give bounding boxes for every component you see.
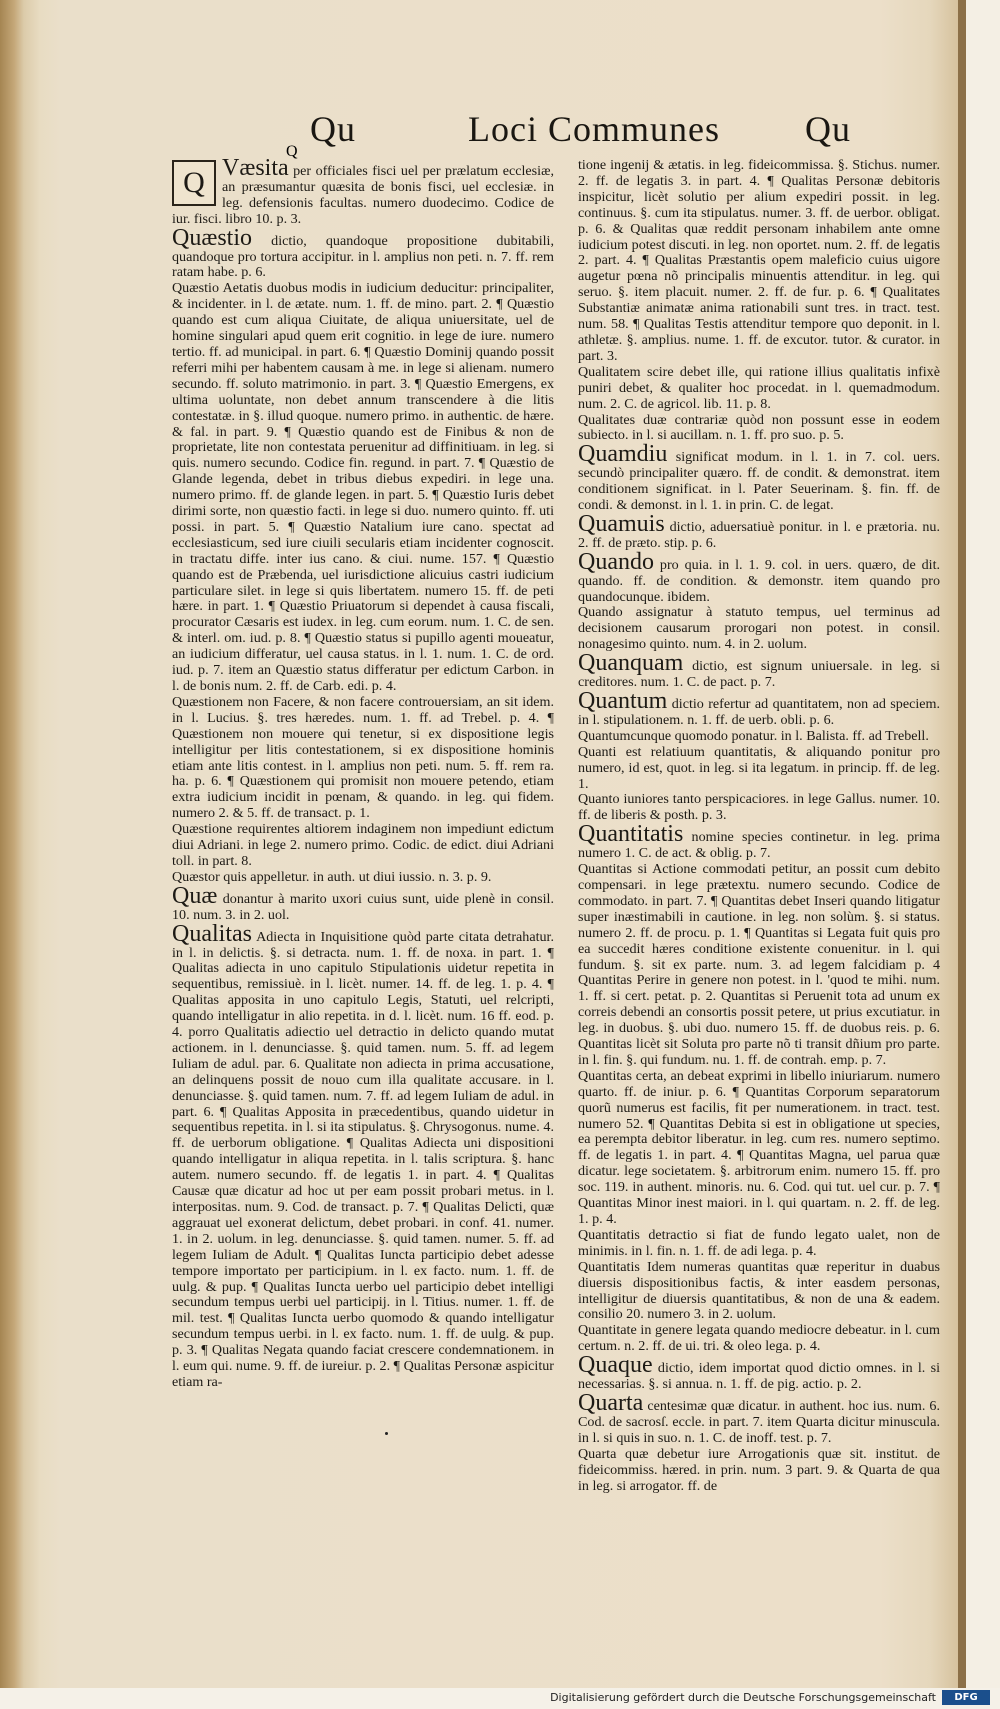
index-entry	[578, 1389, 940, 1447]
index-entry	[172, 870, 554, 886]
entry-lemma: Quaque	[578, 1352, 653, 1379]
entry-lemma: Quanquam	[578, 650, 684, 677]
index-entry	[578, 1323, 940, 1355]
entry-text: Quantumcunque quomodo ponatur. in l. Balista. ff. ad Trebell.	[578, 727, 929, 744]
index-entry	[578, 862, 940, 1069]
index-entry	[578, 605, 940, 653]
index-entry	[578, 792, 940, 824]
entry-text: Quæstione requirentes altiorem indaginem non impediunt edictum diui Adriani. in lege 2. numero primo. Codic. de edict. diui Adriani toll. in part. 8.	[172, 821, 554, 869]
index-entry	[578, 548, 941, 606]
entry-text: Quantitatis Idem numeras quantitas quæ reperitur in duabus diuersis dispositionibus factis, & inter easdem personas, intelligitur de diuersis quantitatibus, & non de una & eadem. consilio 20. numero 3. in 2. uolum.	[578, 1258, 940, 1323]
entry-text: dictio, idem importat quod dictio omnes. in l. si necessarias. §. si annua. n. 1. ff. de pig. actio. p. 2.	[578, 1360, 940, 1393]
index-entry	[578, 441, 940, 514]
entry-text: dictio, aduersatiuè ponitur. in l. e prætoria. nu. 2. ff. de præto. stip. p. 6.	[578, 518, 940, 551]
entry-text: Quarta quæ debetur iure Arrogationis quæ sit. institut. de fideicommiss. hæred. in prin. num. 3 part. 9. & Quarta de qua in leg. si arrogator. ff. de	[578, 1445, 940, 1494]
index-entry	[172, 822, 554, 870]
dfg-logo: DFG	[942, 1690, 990, 1705]
footer-bar	[0, 1688, 1000, 1709]
header-right: Qu	[805, 109, 851, 149]
entry-lemma: Quamuis	[578, 510, 665, 537]
index-entry	[172, 281, 554, 695]
entry-text: donantur à marito uxori cuius sunt, uide plenè in consil. 10. num. 3. in 2. uol.	[172, 890, 554, 923]
entry-text: dictio, est signum uniuersale. in leg. si creditores. num. 1. C. de pact. p. 7.	[578, 658, 940, 691]
index-entry	[172, 224, 554, 282]
index-entry	[578, 729, 940, 745]
entry-text: Quando assignatur à statuto tempus, uel terminus ad decisionem causarum prorogari non potest. in consil. nonagesimo quinto. num. 4. in 2. uolum.	[578, 604, 940, 653]
entry-text: Quanto iuniores tanto perspicaciores. in lege Gallus. numer. 10. ff. de liberis & posth. p. 3.	[578, 791, 940, 824]
decorated-initial: Q	[172, 160, 216, 206]
index-entry	[578, 650, 940, 691]
entry-lemma: Quæ	[172, 882, 218, 909]
entry-text: Quæstor quis appelletur. in auth. ut diui iussio. n. 3. p. 9.	[172, 868, 492, 885]
index-entry	[578, 1352, 940, 1393]
entry-lemma: Quando	[578, 548, 654, 575]
header-left: Qu	[310, 109, 356, 149]
index-entry	[578, 1260, 940, 1324]
entry-lemma: Quæstio	[172, 224, 253, 251]
index-entry	[172, 695, 554, 822]
entry-text: Quantitas si Actione commodati petitur, an possit cum debito compensari. in lege prætextu. numero secundo. Codice de commodato. in part. 7. ¶ Quantitas debet Inseri quando litigatur super inæstimabili in cautione. in leg. non solùm. §. si status. numero 2. ff. de procu. p. 1. ¶ Quantitas si Legata fuit quis pro ea succedit hæres conditione existente conuenitur. in l. qui fundum. §. sit ex parte. num. 3. ad legem falcidiam p. 4 Quantitas Perire in genere non potest. in l. 'quod te mihi. num. 1. ff. si cert. petat. p. 2. Quantitas si Peruenit tota ad unum ex correis debendi an consortis possit petere, ut prius excutiatur. in leg. in duobus. §. ubi duo. numero 15. ff. de duobus reis. p. 6. Quantitas licèt sit Soluta pro parte nõ ti transit dñium pro parte. in l. fin. §. qui fundum. nu. 1. ff. de contrah. emp. p. 7.	[578, 861, 940, 1068]
entry-lemma: Quantitatis	[578, 821, 684, 848]
entry-text: centesimæ quæ dicatur. in authent. hoc ius. num. 6. Cod. de sacrosſ. eccle. in part. 7. item Quarta dicitur minuscula. in l. si quis in suo. n. 1. C. de inoff. test. p. 7.	[578, 1397, 940, 1446]
entry-text: dictio, quandoque propositione dubitabili, quandoque pro tortura accipitur. in l. amplius non peti. n. 7. ff. rem ratam habe. p. 6.	[172, 232, 554, 281]
entry-text: Quantitate in genere legata quando mediocre debeatur. in l. cum certum. n. 2. ff. de ui. tri. & oleo lega. p. 4.	[578, 1322, 940, 1355]
entry-lemma: Qualitas	[172, 920, 252, 947]
section-letter: Q	[286, 143, 298, 160]
entry-lemma: Væsita	[222, 155, 289, 181]
index-entry	[172, 920, 554, 1391]
entry-text: Quanti est relatiuum quantitatis, & aliquando ponitur pro numero, id est, quot. in leg. si ita legatum. in princip. ff. de leg. 1.	[578, 743, 940, 792]
entry-text: nomine species continetur. in leg. prima numero 1. C. de act. & oblig. p. 7.	[578, 829, 940, 862]
entry-lemma: Quamdiu	[578, 441, 668, 468]
entry-lemma: Quantum	[578, 688, 668, 714]
index-entry	[578, 1228, 940, 1260]
entry-text: Qualitatem scire debet ille, qui ratione illius qualitatis infixè puniri debet, & qualiter hoc procedat. in l. quemadmodum. num. 2. C. de agricol. lib. 11. p. 8.	[578, 363, 940, 412]
entry-text: Adiecta in Inquisitione quòd parte citata detrahatur. in l. in delictis. §. si detracta. num. 1. ff. de noxa. in part. 1. ¶ Qualitas adiecta in uno capitulo Stipulationis uidetur repetita in sequentibus, remissiuè. in l. licèt. numer. 14. ff. de leg. 1. p. 4. ¶ Qualitas apposita in uno capitulo Legis, Statuti, uel relcripti, quando intelligatur in alio repetita. in d. l. licèt. num. 16 ff. eod. p. 4. porro Qualitatis adiectio uel detractio in delicto quando mutat actionem. in l. denunciasse. §. quid tamen. num. 5. ff. ad legem Iuliam de adul. par. 6. Qualitate non adiecta in prima accusatione, an delinquens possit de nouo cum illa qualitate accusare. in l. denunciasse. §. quid tamen. num. 7. ff. ad legem Iuliam de adul. in part. 6. ¶ Qualitas Apposita in præcedentibus, quando uidetur in sequentibus repetita. in l. si ita stipulatus. §. Chrysogonus. nume. 4. ff. de uerborum obligatione. ¶ Qualitas Adiecta uni dispositioni quando intelligatur in aliqua repetita. in l. talis scriptura. §. hanc autem. numero secundo. ff. de legatis 1. in part. 4. ¶ Qualitas Causæ quæ dicatur ad hoc ut per eam possit probari metus. in l. interpositas. num. 9. Cod. de transact. p. 7. ¶ Qualitas Delicti, quæ aggrauat uel exonerat delictum, debet probari. in conf. 41. numer. 1. in 2. uolum. in leg. denunciasse. §. quid tamen. numer. 5. ff. ad legem Iuliam de Adult. ¶ Qualitas Iuncta participio debet adesse tempore importato per participium. in l. ex facto. num. 1. ff. de uulg. & pup. ¶ Qualitas Iuncta uerbo uel participio debet intelligi secundum tempus uerbi uel participij. in l. Titius. numer. 1. ff. de mil. test. ¶ Qualitas Iuncta uerbo quomodo & quando intelligatur secundum tempus uerbi. in l. ex facto. num. 1. ff. de uulg. & pup. p. 3. ¶ Qualitas Negata quando faciat crescere condemnationem. in l. eum qui. nume. 9. ff. de iureiur. p. 2. ¶ Qualitas Personæ aspicitur etiam ra-	[172, 928, 554, 1390]
entry-text: tione ingenij & ætatis. in leg. fideicommissa. §. Stichus. numer. 2. ff. de legatis 3. in part. 4. ¶ Qualitas Personæ debitoris inspicitur, licèt solutio per alium expediri possit. in leg. continuus. §. cum ita stipulatus. numer. 3. ff. de uerbor. obligat. p. 6. & Qualitas quæ reddit personam inhabilem ante omne iudicium potest discuti. in leg. non oportet. num. 2. ff. de legatis 2. part. 4. ¶ Qualitas Præstantis opem maleficio cuius uigore augetur pœna nõ principalis minuentis attenditur. in leg. qui seruo. §. item placuit. numer. 2. ff. de fur. p. 6. ¶ Qualitates Substantiæ animatæ anima rationabili sunt tres. in tract. test. num. 58. ¶ Qualitas Testis attenditur tempore quo deponit. in l. athletæ. §. amplius. nume. 1. ff. de excutor. tutor. & curator. in part. 3.	[578, 157, 940, 364]
entry-text: per officiales fisci uel per prælatum ecclesiæ, an præsumantur quæsita de bonis fisci, uel ecclesiæ. in leg. defensionis facultas. numero duodecimo. Codice de iur. fisci. libro 10. p. 3.	[172, 163, 554, 227]
entry-lemma: Quarta	[578, 1389, 644, 1416]
entry-text: Quantitatis detractio si fiat de fundo legato ualet, non de minimis. in l. fin. n. 1. ff. de adi lega. p. 4.	[578, 1226, 940, 1259]
index-entry	[578, 1069, 940, 1228]
index-entry	[578, 365, 940, 413]
entry-text: Quæstionem non Facere, & non facere controuersiam, an sit idem. in l. Lucius. §. tres hæredes. num. 1. ff. ad Trebel. p. 4. ¶ Quæstionem non mouere qui tenetur, si ex dispositione legis intelligitur per litis contestationem, si ex dispositione hominis etiam ante litis contest. in l. amplius non peti. num. 5. ff. rem ra. ha. p. 6. ¶ Quæstionem qui promisit non mouere petendo, etiam extra iudicium incidit in pœnam, & quando. in leg. qui fidem. numero 2. & 5. ff. de transact. p. 1.	[172, 693, 554, 822]
entry-text: Quantitas certa, an debeat exprimi in libello iniuriarum. numero quarto. ff. de iniur. p. 6. ¶ Quantitas Corporum separatorum quorũ numerus est facilis, fit per numerationem. in tract. test. numero 52. ¶ Quantitas Debita si est in obligatione ut species, ea perempta debitor liberatur. in leg. cum res. numero septimo. ff. de legatis 1. in part. 4. ¶ Quantitas Magna, uel parua quæ dicatur. lege societatem. §. arbitrorum enim. numero 15. ff. pro soc. 119. in authent. minoris. nu. 6. Cod. qui tut. uel cur. p. 7. ¶ Quantitas Minor inest maiori. in l. qui quartam. n. 2. ff. de leg. 1. p. 4.	[578, 1067, 940, 1227]
entry-text: dictio refertur ad quantitatem, non ad speciem. in l. stipulationem. n. 1. ff. de uerb. obli. p. 6.	[578, 696, 940, 728]
index-entry	[578, 821, 940, 862]
index-entry	[578, 688, 940, 729]
header-title: Loci Communes	[468, 109, 720, 149]
right-column	[578, 158, 940, 1494]
running-header	[0, 108, 960, 158]
index-entry	[578, 510, 940, 552]
index-entry	[578, 158, 940, 365]
entry-text: pro quia. in l. 1. 9. col. in uers. quæro, de dit. quando. ff. de condition. & demonstr. item quando pro quandocunque. ibidem.	[578, 556, 941, 605]
index-entry	[172, 155, 554, 228]
entry-text: significat modum. in l. 1. in 7. col. uers. secundò principaliter quæro. ff. de condit. & demonstrat. item conditionem significat. in l. Pater Seuerinam. §. fin. ff. de condi. & demonst. in l. 1. in prin. C. de legat.	[578, 449, 940, 514]
entry-text: Qualitates duæ contrariæ quòd non possunt esse in eodem subiecto. in l. si aucillam. n. 1. ff. pro suo. p. 5.	[578, 411, 940, 444]
funding-notice: Digitalisierung gefördert durch die Deutsche Forschungsgemeinschaft	[550, 1691, 936, 1704]
index-entry	[578, 413, 940, 445]
ink-mark	[385, 1432, 388, 1435]
page-edge	[958, 0, 966, 1709]
index-entry	[578, 1447, 940, 1495]
index-entry	[578, 745, 940, 793]
left-column	[172, 155, 554, 1391]
entry-text: Quæstio Aetatis duobus modis in iudicium deducitur: principaliter, & incidenter. in l. de ætate. num. 1. ff. de mino. part. 2. ¶ Quæstio quando est cum aliqua Ciuitate, de aliqua uniuersitate, uel de homine singulari apud quem erit cognitio. in lege de iure. numero tertio. ff. ad municipal. in part. 6. ¶ Quæstio Dominij quando possit referri mihi per habentem causam à me. in lege si alienam. numero secundo. ff. soluto matrimonio. in part. 3. ¶ Quæstio Emergens, ex ultima uoluntate, non debet annum transcendere à die litis contestatæ. in §. illud quoque. numero primo. in authentic. de hære. & fal. in part. 9. ¶ Quæstio quando est de Finibus & non de proprietate, lite non contestata peruenitur ad diffinitiuam. in leg. si quis. numero secundo. Codice fin. regund. in part. 7. ¶ Quæstio de Glande legenda, debet in tribus diebus expediri. in lege una. numero primo. ff. de glande legen. in part. 5. ¶ Quæstio Iuris debet dirimi sorte, non quæstio facti. in lege si duo. numero quinto. ff. uti possi. in part. 5. ¶ Quæstio Natalium iure cano. spectat ad ecclesiasticum, sed iure ciuili secularis etiam incidenter cognoscit. in tractatu diffe. inter ius cano. & ciui. nume. 157. ¶ Quæstio quando est de Præbenda, uel iurisdictione alicuius castri iudicium particulare silet. in lege si quis libertatem. numero 15. ff. de peti hære. in part. 1. ¶ Quæstio Priuatorum si dependet à causa fiscali, procurator Cæsaris est iudex. in leg. cum eorum. num. 1. C. de sen. & interl. om. iud. p. 8. ¶ Quæstio status si pupillo agenti moueatur, an iudicium differatur, uel causa status. in l. 1. num. 1. C. de ord. iud. p. 7. item an Quæstio status differatur per edictum Carbon. in l. de bonis num. 2. ff. de Carb. edi. p. 4.	[172, 280, 554, 694]
index-entry	[172, 882, 554, 924]
